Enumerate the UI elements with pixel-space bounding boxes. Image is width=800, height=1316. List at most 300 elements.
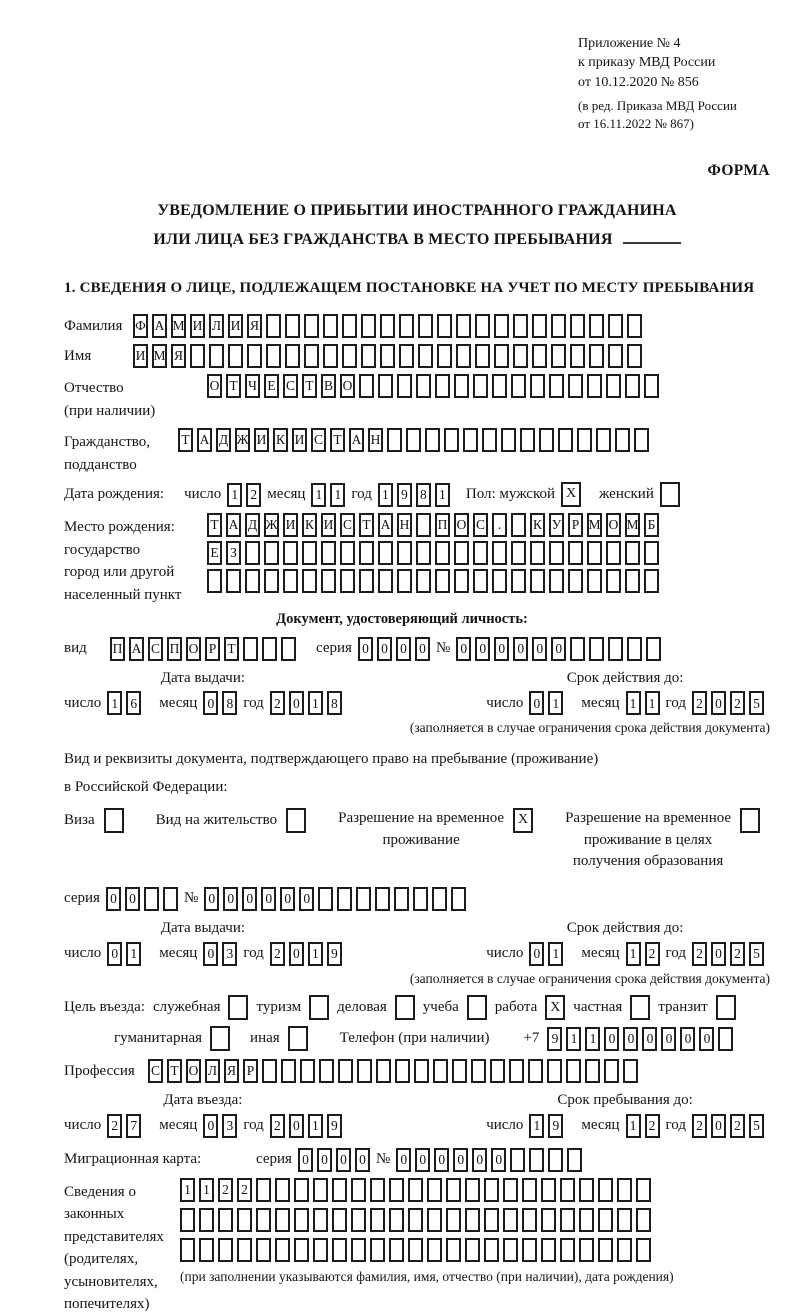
char-cell[interactable]: П <box>435 513 450 537</box>
char-cell[interactable]: 0 <box>491 1148 506 1172</box>
char-cell[interactable]: 5 <box>749 1114 764 1138</box>
char-cell[interactable] <box>418 344 433 368</box>
char-cell[interactable] <box>579 1178 594 1202</box>
char-cell[interactable] <box>397 569 412 593</box>
char-cell[interactable]: 0 <box>711 942 726 966</box>
char-cell[interactable]: Т <box>224 637 239 661</box>
char-cell[interactable]: 9 <box>327 942 342 966</box>
char-cell[interactable] <box>294 1178 309 1202</box>
char-cell[interactable] <box>530 374 545 398</box>
char-cell[interactable] <box>285 344 300 368</box>
char-cell[interactable] <box>454 374 469 398</box>
char-cell[interactable] <box>567 1148 582 1172</box>
char-cell[interactable] <box>482 428 497 452</box>
char-cell[interactable] <box>338 1059 353 1083</box>
char-cell[interactable] <box>522 1208 537 1232</box>
char-cell[interactable] <box>475 344 490 368</box>
char-cell[interactable]: И <box>321 513 336 537</box>
char-cell[interactable]: 0 <box>623 1027 638 1051</box>
char-cell[interactable] <box>247 344 262 368</box>
char-cell[interactable] <box>585 1059 600 1083</box>
char-cell[interactable]: И <box>292 428 307 452</box>
char-cell[interactable]: 2 <box>692 1114 707 1138</box>
char-cell[interactable] <box>294 1208 309 1232</box>
char-cell[interactable] <box>617 1238 632 1262</box>
char-cell[interactable]: 0 <box>711 691 726 715</box>
char-cell[interactable] <box>539 428 554 452</box>
char-cell[interactable]: 0 <box>289 1114 304 1138</box>
char-cell[interactable] <box>465 1208 480 1232</box>
char-cell[interactable] <box>302 541 317 565</box>
char-cell[interactable] <box>644 541 659 565</box>
char-cell[interactable] <box>623 1059 638 1083</box>
char-cell[interactable]: Р <box>243 1059 258 1083</box>
char-cell[interactable] <box>262 637 277 661</box>
char-cell[interactable]: 8 <box>222 691 237 715</box>
char-cell[interactable]: 1 <box>626 942 641 966</box>
char-cell[interactable] <box>511 513 526 537</box>
char-cell[interactable] <box>340 569 355 593</box>
char-cell[interactable] <box>589 637 604 661</box>
char-cell[interactable] <box>532 344 547 368</box>
char-cell[interactable] <box>283 541 298 565</box>
char-cell[interactable]: Р <box>205 637 220 661</box>
char-cell[interactable] <box>389 1178 404 1202</box>
char-cell[interactable]: 9 <box>397 483 412 507</box>
char-cell[interactable] <box>163 887 178 911</box>
char-cell[interactable] <box>408 1208 423 1232</box>
char-cell[interactable]: 1 <box>548 691 563 715</box>
char-cell[interactable]: 0 <box>298 1148 313 1172</box>
char-cell[interactable]: И <box>254 428 269 452</box>
char-cell[interactable] <box>473 569 488 593</box>
char-cell[interactable] <box>608 637 623 661</box>
char-cell[interactable]: И <box>228 314 243 338</box>
char-cell[interactable] <box>511 569 526 593</box>
char-cell[interactable] <box>226 569 241 593</box>
char-cell[interactable] <box>281 637 296 661</box>
char-cell[interactable]: М <box>625 513 640 537</box>
char-cell[interactable] <box>337 887 352 911</box>
char-cell[interactable]: 0 <box>203 1114 218 1138</box>
char-cell[interactable]: 1 <box>645 691 660 715</box>
char-cell[interactable]: Ч <box>245 374 260 398</box>
char-cell[interactable] <box>376 1059 391 1083</box>
char-cell[interactable] <box>275 1178 290 1202</box>
char-cell[interactable] <box>598 1208 613 1232</box>
char-cell[interactable] <box>589 344 604 368</box>
char-cell[interactable] <box>606 569 621 593</box>
char-cell[interactable]: 8 <box>327 691 342 715</box>
char-cell[interactable]: 0 <box>377 637 392 661</box>
char-cell[interactable] <box>180 1238 195 1262</box>
char-cell[interactable] <box>435 541 450 565</box>
char-cell[interactable] <box>323 314 338 338</box>
char-cell[interactable]: Л <box>209 314 224 338</box>
purpose-official-checkbox[interactable] <box>228 995 248 1020</box>
char-cell[interactable] <box>606 374 621 398</box>
char-cell[interactable]: 2 <box>246 483 261 507</box>
char-cell[interactable]: 2 <box>270 942 285 966</box>
char-cell[interactable]: . <box>492 513 507 537</box>
char-cell[interactable] <box>568 374 583 398</box>
char-cell[interactable]: 5 <box>749 942 764 966</box>
char-cell[interactable] <box>199 1208 214 1232</box>
char-cell[interactable]: К <box>530 513 545 537</box>
char-cell[interactable] <box>199 1238 214 1262</box>
char-cell[interactable]: 0 <box>242 887 257 911</box>
char-cell[interactable]: 1 <box>199 1178 214 1202</box>
char-cell[interactable]: Д <box>245 513 260 537</box>
char-cell[interactable] <box>509 1059 524 1083</box>
char-cell[interactable] <box>625 569 640 593</box>
char-cell[interactable] <box>473 374 488 398</box>
char-cell[interactable] <box>378 569 393 593</box>
char-cell[interactable]: 1 <box>308 1114 323 1138</box>
char-cell[interactable] <box>437 344 452 368</box>
char-cell[interactable] <box>332 1208 347 1232</box>
char-cell[interactable]: Л <box>205 1059 220 1083</box>
char-cell[interactable] <box>456 344 471 368</box>
purpose-study-checkbox[interactable] <box>467 995 487 1020</box>
char-cell[interactable] <box>541 1208 556 1232</box>
char-cell[interactable] <box>494 344 509 368</box>
char-cell[interactable]: А <box>226 513 241 537</box>
char-cell[interactable]: И <box>190 314 205 338</box>
char-cell[interactable] <box>321 541 336 565</box>
char-cell[interactable] <box>237 1238 252 1262</box>
char-cell[interactable]: 2 <box>692 942 707 966</box>
char-cell[interactable]: 0 <box>396 1148 411 1172</box>
char-cell[interactable] <box>256 1178 271 1202</box>
char-cell[interactable] <box>304 344 319 368</box>
char-cell[interactable] <box>180 1208 195 1232</box>
char-cell[interactable]: 2 <box>692 691 707 715</box>
char-cell[interactable]: Т <box>167 1059 182 1083</box>
char-cell[interactable] <box>361 314 376 338</box>
char-cell[interactable] <box>300 1059 315 1083</box>
char-cell[interactable] <box>568 569 583 593</box>
char-cell[interactable] <box>510 1148 525 1172</box>
char-cell[interactable] <box>541 1178 556 1202</box>
char-cell[interactable] <box>617 1208 632 1232</box>
char-cell[interactable] <box>484 1178 499 1202</box>
char-cell[interactable] <box>294 1238 309 1262</box>
char-cell[interactable]: О <box>454 513 469 537</box>
char-cell[interactable] <box>351 1238 366 1262</box>
char-cell[interactable] <box>414 1059 429 1083</box>
char-cell[interactable] <box>389 1238 404 1262</box>
char-cell[interactable] <box>413 887 428 911</box>
char-cell[interactable] <box>511 374 526 398</box>
char-cell[interactable] <box>243 637 258 661</box>
char-cell[interactable]: 0 <box>532 637 547 661</box>
char-cell[interactable] <box>634 428 649 452</box>
char-cell[interactable] <box>587 374 602 398</box>
char-cell[interactable]: 0 <box>203 942 218 966</box>
char-cell[interactable]: Ф <box>133 314 148 338</box>
char-cell[interactable] <box>608 314 623 338</box>
char-cell[interactable] <box>627 344 642 368</box>
char-cell[interactable] <box>256 1208 271 1232</box>
char-cell[interactable] <box>416 374 431 398</box>
char-cell[interactable]: П <box>167 637 182 661</box>
char-cell[interactable]: 1 <box>548 942 563 966</box>
char-cell[interactable] <box>492 569 507 593</box>
char-cell[interactable]: 2 <box>270 1114 285 1138</box>
char-cell[interactable] <box>444 428 459 452</box>
char-cell[interactable] <box>262 1059 277 1083</box>
char-cell[interactable] <box>435 374 450 398</box>
char-cell[interactable] <box>560 1208 575 1232</box>
temp-residence-education-checkbox[interactable] <box>740 808 760 833</box>
char-cell[interactable]: 0 <box>711 1114 726 1138</box>
char-cell[interactable]: О <box>340 374 355 398</box>
char-cell[interactable] <box>323 344 338 368</box>
char-cell[interactable]: 3 <box>222 1114 237 1138</box>
purpose-transit-checkbox[interactable] <box>716 995 736 1020</box>
char-cell[interactable] <box>342 344 357 368</box>
char-cell[interactable]: В <box>321 374 336 398</box>
char-cell[interactable] <box>357 1059 372 1083</box>
char-cell[interactable] <box>551 314 566 338</box>
char-cell[interactable] <box>560 1238 575 1262</box>
char-cell[interactable] <box>266 314 281 338</box>
purpose-tourism-checkbox[interactable] <box>309 995 329 1020</box>
char-cell[interactable] <box>285 314 300 338</box>
char-cell[interactable] <box>378 374 393 398</box>
char-cell[interactable] <box>304 314 319 338</box>
char-cell[interactable]: 0 <box>604 1027 619 1051</box>
char-cell[interactable]: 1 <box>378 483 393 507</box>
char-cell[interactable] <box>399 314 414 338</box>
purpose-private-checkbox[interactable] <box>630 995 650 1020</box>
char-cell[interactable] <box>313 1238 328 1262</box>
char-cell[interactable] <box>313 1208 328 1232</box>
char-cell[interactable] <box>332 1178 347 1202</box>
char-cell[interactable] <box>513 314 528 338</box>
char-cell[interactable]: 0 <box>204 887 219 911</box>
char-cell[interactable]: Ж <box>264 513 279 537</box>
char-cell[interactable] <box>627 637 642 661</box>
char-cell[interactable] <box>283 569 298 593</box>
char-cell[interactable]: 9 <box>327 1114 342 1138</box>
char-cell[interactable]: Т <box>302 374 317 398</box>
char-cell[interactable] <box>463 428 478 452</box>
char-cell[interactable]: 0 <box>289 942 304 966</box>
char-cell[interactable] <box>598 1238 613 1262</box>
char-cell[interactable]: 0 <box>203 691 218 715</box>
char-cell[interactable] <box>359 569 374 593</box>
char-cell[interactable]: М <box>152 344 167 368</box>
char-cell[interactable] <box>361 344 376 368</box>
char-cell[interactable]: К <box>302 513 317 537</box>
char-cell[interactable] <box>598 1178 613 1202</box>
char-cell[interactable]: 2 <box>107 1114 122 1138</box>
char-cell[interactable] <box>549 374 564 398</box>
char-cell[interactable]: 0 <box>456 637 471 661</box>
char-cell[interactable]: Д <box>216 428 231 452</box>
char-cell[interactable]: 1 <box>126 942 141 966</box>
char-cell[interactable] <box>416 513 431 537</box>
char-cell[interactable]: С <box>283 374 298 398</box>
char-cell[interactable]: 1 <box>227 483 242 507</box>
char-cell[interactable]: И <box>283 513 298 537</box>
char-cell[interactable]: А <box>197 428 212 452</box>
char-cell[interactable] <box>636 1238 651 1262</box>
char-cell[interactable]: П <box>110 637 125 661</box>
char-cell[interactable] <box>484 1238 499 1262</box>
char-cell[interactable] <box>378 541 393 565</box>
char-cell[interactable]: 9 <box>548 1114 563 1138</box>
char-cell[interactable] <box>218 1238 233 1262</box>
char-cell[interactable]: 0 <box>355 1148 370 1172</box>
char-cell[interactable] <box>522 1178 537 1202</box>
char-cell[interactable] <box>406 428 421 452</box>
char-cell[interactable] <box>484 1208 499 1232</box>
char-cell[interactable]: 1 <box>107 691 122 715</box>
char-cell[interactable] <box>566 1059 581 1083</box>
char-cell[interactable] <box>528 1059 543 1083</box>
char-cell[interactable] <box>625 374 640 398</box>
char-cell[interactable] <box>644 374 659 398</box>
char-cell[interactable] <box>264 569 279 593</box>
char-cell[interactable] <box>435 569 450 593</box>
char-cell[interactable] <box>456 314 471 338</box>
char-cell[interactable]: 1 <box>626 1114 641 1138</box>
char-cell[interactable]: 0 <box>642 1027 657 1051</box>
purpose-other-checkbox[interactable] <box>288 1026 308 1051</box>
char-cell[interactable] <box>264 541 279 565</box>
char-cell[interactable]: 1 <box>308 942 323 966</box>
char-cell[interactable] <box>503 1238 518 1262</box>
char-cell[interactable] <box>370 1178 385 1202</box>
char-cell[interactable] <box>530 541 545 565</box>
char-cell[interactable]: 0 <box>358 637 373 661</box>
char-cell[interactable]: 0 <box>699 1027 714 1051</box>
char-cell[interactable]: 0 <box>434 1148 449 1172</box>
char-cell[interactable]: С <box>311 428 326 452</box>
char-cell[interactable]: 2 <box>237 1178 252 1202</box>
char-cell[interactable]: 0 <box>453 1148 468 1172</box>
char-cell[interactable]: 0 <box>513 637 528 661</box>
char-cell[interactable] <box>425 428 440 452</box>
char-cell[interactable] <box>492 541 507 565</box>
char-cell[interactable] <box>454 541 469 565</box>
char-cell[interactable] <box>548 1148 563 1172</box>
char-cell[interactable]: 0 <box>661 1027 676 1051</box>
char-cell[interactable] <box>570 344 585 368</box>
char-cell[interactable]: Р <box>568 513 583 537</box>
char-cell[interactable] <box>494 314 509 338</box>
char-cell[interactable] <box>408 1238 423 1262</box>
char-cell[interactable]: С <box>340 513 355 537</box>
char-cell[interactable] <box>465 1178 480 1202</box>
char-cell[interactable] <box>454 569 469 593</box>
char-cell[interactable] <box>408 1178 423 1202</box>
char-cell[interactable]: 2 <box>730 691 745 715</box>
char-cell[interactable] <box>589 314 604 338</box>
char-cell[interactable] <box>351 1178 366 1202</box>
char-cell[interactable] <box>351 1208 366 1232</box>
char-cell[interactable] <box>397 374 412 398</box>
char-cell[interactable] <box>144 887 159 911</box>
visa-checkbox[interactable] <box>104 808 124 833</box>
char-cell[interactable] <box>644 569 659 593</box>
char-cell[interactable] <box>473 541 488 565</box>
char-cell[interactable]: 5 <box>749 691 764 715</box>
char-cell[interactable] <box>237 1208 252 1232</box>
char-cell[interactable] <box>418 314 433 338</box>
char-cell[interactable] <box>596 428 611 452</box>
char-cell[interactable]: Н <box>397 513 412 537</box>
char-cell[interactable] <box>370 1208 385 1232</box>
char-cell[interactable]: У <box>549 513 564 537</box>
char-cell[interactable]: 0 <box>680 1027 695 1051</box>
char-cell[interactable] <box>560 1178 575 1202</box>
char-cell[interactable]: А <box>129 637 144 661</box>
char-cell[interactable] <box>302 569 317 593</box>
purpose-humanitarian-checkbox[interactable] <box>210 1026 230 1051</box>
char-cell[interactable] <box>397 541 412 565</box>
char-cell[interactable] <box>266 344 281 368</box>
char-cell[interactable] <box>359 374 374 398</box>
char-cell[interactable] <box>577 428 592 452</box>
char-cell[interactable] <box>207 569 222 593</box>
char-cell[interactable] <box>380 314 395 338</box>
char-cell[interactable]: А <box>152 314 167 338</box>
char-cell[interactable]: О <box>207 374 222 398</box>
char-cell[interactable]: Т <box>178 428 193 452</box>
char-cell[interactable] <box>625 541 640 565</box>
char-cell[interactable]: 2 <box>730 1114 745 1138</box>
char-cell[interactable]: А <box>378 513 393 537</box>
char-cell[interactable] <box>437 314 452 338</box>
char-cell[interactable]: 2 <box>645 942 660 966</box>
char-cell[interactable]: 8 <box>416 483 431 507</box>
char-cell[interactable] <box>427 1208 442 1232</box>
char-cell[interactable]: С <box>148 1059 163 1083</box>
char-cell[interactable]: 1 <box>180 1178 195 1202</box>
char-cell[interactable] <box>617 1178 632 1202</box>
char-cell[interactable] <box>636 1178 651 1202</box>
char-cell[interactable] <box>446 1178 461 1202</box>
char-cell[interactable]: 0 <box>551 637 566 661</box>
char-cell[interactable] <box>511 541 526 565</box>
char-cell[interactable] <box>387 428 402 452</box>
char-cell[interactable] <box>452 1059 467 1083</box>
char-cell[interactable]: 0 <box>289 691 304 715</box>
char-cell[interactable] <box>446 1238 461 1262</box>
char-cell[interactable] <box>356 887 371 911</box>
char-cell[interactable] <box>558 428 573 452</box>
char-cell[interactable] <box>587 569 602 593</box>
char-cell[interactable] <box>615 428 630 452</box>
char-cell[interactable] <box>513 344 528 368</box>
char-cell[interactable] <box>342 314 357 338</box>
char-cell[interactable]: 1 <box>626 691 641 715</box>
char-cell[interactable]: 0 <box>529 691 544 715</box>
char-cell[interactable]: 7 <box>126 1114 141 1138</box>
char-cell[interactable]: О <box>186 637 201 661</box>
char-cell[interactable] <box>416 569 431 593</box>
char-cell[interactable]: 0 <box>415 637 430 661</box>
char-cell[interactable] <box>427 1238 442 1262</box>
char-cell[interactable] <box>604 1059 619 1083</box>
char-cell[interactable] <box>636 1208 651 1232</box>
char-cell[interactable] <box>608 344 623 368</box>
char-cell[interactable] <box>587 541 602 565</box>
